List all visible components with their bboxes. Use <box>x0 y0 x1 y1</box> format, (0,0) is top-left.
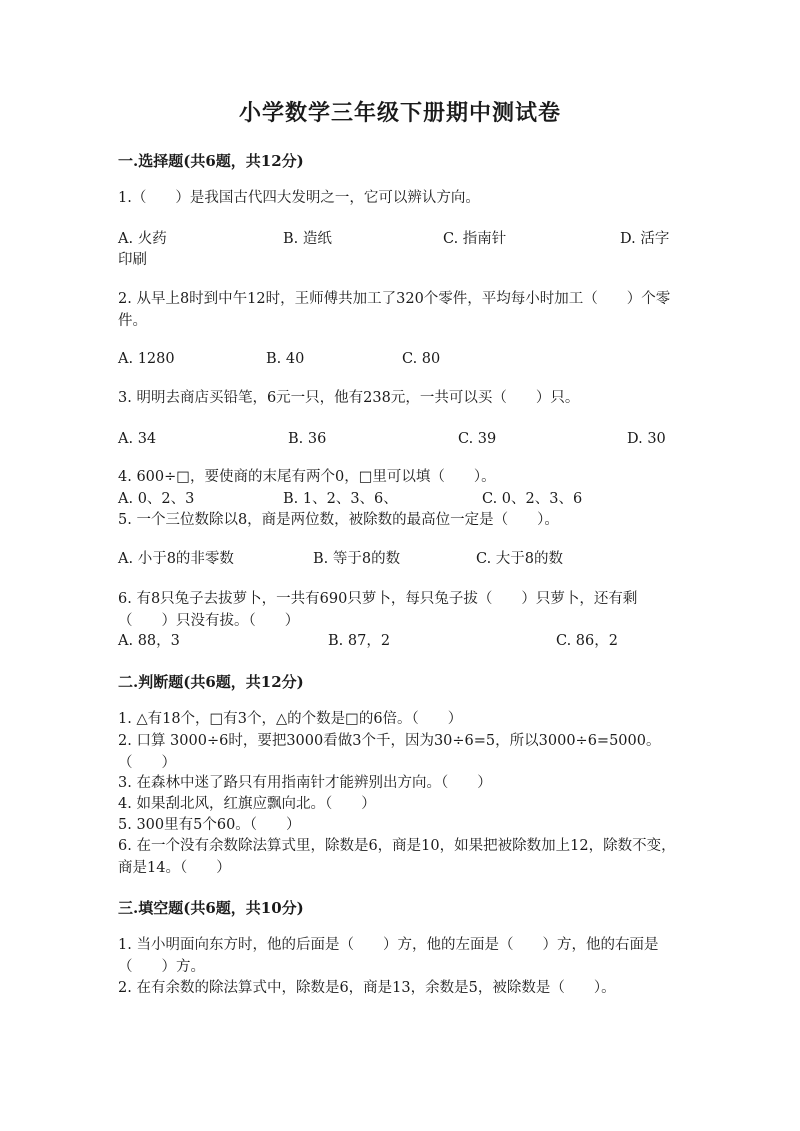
section-heading-fill-in: 三.填空题(共6题，共10分) <box>118 899 304 917</box>
option-d-continued: 印刷 <box>118 252 147 268</box>
option-a: A. 1280 <box>118 351 175 367</box>
option-a: A. 34 <box>118 431 157 447</box>
option-c: C. 80 <box>402 351 441 367</box>
option-a: A. 小于8的非零数 <box>118 551 234 567</box>
option-c: C. 大于8的数 <box>476 551 564 567</box>
option-b: B. 等于8的数 <box>313 551 401 567</box>
question-text: 3. 明明去商店买铅笔，6元一只，他有238元，一共可以买（ ）只。 <box>118 390 580 406</box>
option-d: D. 30 <box>627 431 666 447</box>
question-text: 1. 当小明面向东方时，他的后面是（ ）方，他的左面是（ ）方，他的右面是（ ）方。 <box>118 937 659 975</box>
question-text: 1. △有18个，□有3个，△的个数是□的6倍。（ ） <box>118 711 463 727</box>
question-text: 5. 300里有5个60。（ ） <box>118 817 301 833</box>
question-text: 2. 口算 3000÷6时，要把3000看做3个千，因为30÷6=5，所以3000÷6=5000。（ ） <box>118 733 661 771</box>
page-title: 小学数学三年级下册期中测试卷 <box>238 100 561 126</box>
option-b: B. 1、2、3、6、 <box>283 491 398 507</box>
section-heading-judgement: 二.判断题(共6题，共12分) <box>118 673 304 691</box>
question-text: 4. 如果刮北风，红旗应飘向北。（ ） <box>118 796 376 812</box>
question-text: 4. 600÷□，要使商的末尾有两个0，□里可以填（ ）。 <box>118 469 496 485</box>
option-b: B. 87，2 <box>328 633 391 649</box>
section-heading-choice: 一.选择题(共6题，共12分) <box>118 152 304 170</box>
question-text: 2. 在有余数的除法算式中，除数是6，商是13，余数是5，被除数是（ ）。 <box>118 980 616 996</box>
option-b: B. 40 <box>266 351 305 367</box>
question-text: 5. 一个三位数除以8，商是两位数，被除数的最高位一定是（ ）。 <box>118 512 559 528</box>
question-text: 2. 从早上8时到中午12时，王师傅共加工了320个零件，平均每小时加工（ ）个零件。 <box>118 291 671 329</box>
option-c: C. 39 <box>458 431 497 447</box>
question-text: 3. 在森林中迷了路只有用指南针才能辨别出方向。（ ） <box>118 775 492 791</box>
question-text: 6. 在一个没有余数除法算式里，除数是6，商是10，如果把被除数加上12，除数不变，商是14。（ ） <box>118 838 676 876</box>
option-a: A. 0、2、3 <box>118 491 195 507</box>
option-b: B. 36 <box>288 431 327 447</box>
option-a: A. 88，3 <box>118 633 180 649</box>
question-text: 6. 有8只兔子去拔萝卜，一共有690只萝卜，每只兔子拔（ ）只萝卜，还有剩（ ）只没有拔。（ ） <box>118 591 638 629</box>
option-c: C. 指南针 <box>443 231 507 247</box>
option-d: D. 活字 <box>620 231 670 247</box>
option-a: A. 火药 <box>118 231 167 247</box>
option-b: B. 造纸 <box>283 231 332 247</box>
question-text: 1.（ ）是我国古代四大发明之一，它可以辨认方向。 <box>118 190 480 206</box>
option-c: C. 86，2 <box>556 633 618 649</box>
option-c: C. 0、2、3、6 <box>482 491 583 507</box>
